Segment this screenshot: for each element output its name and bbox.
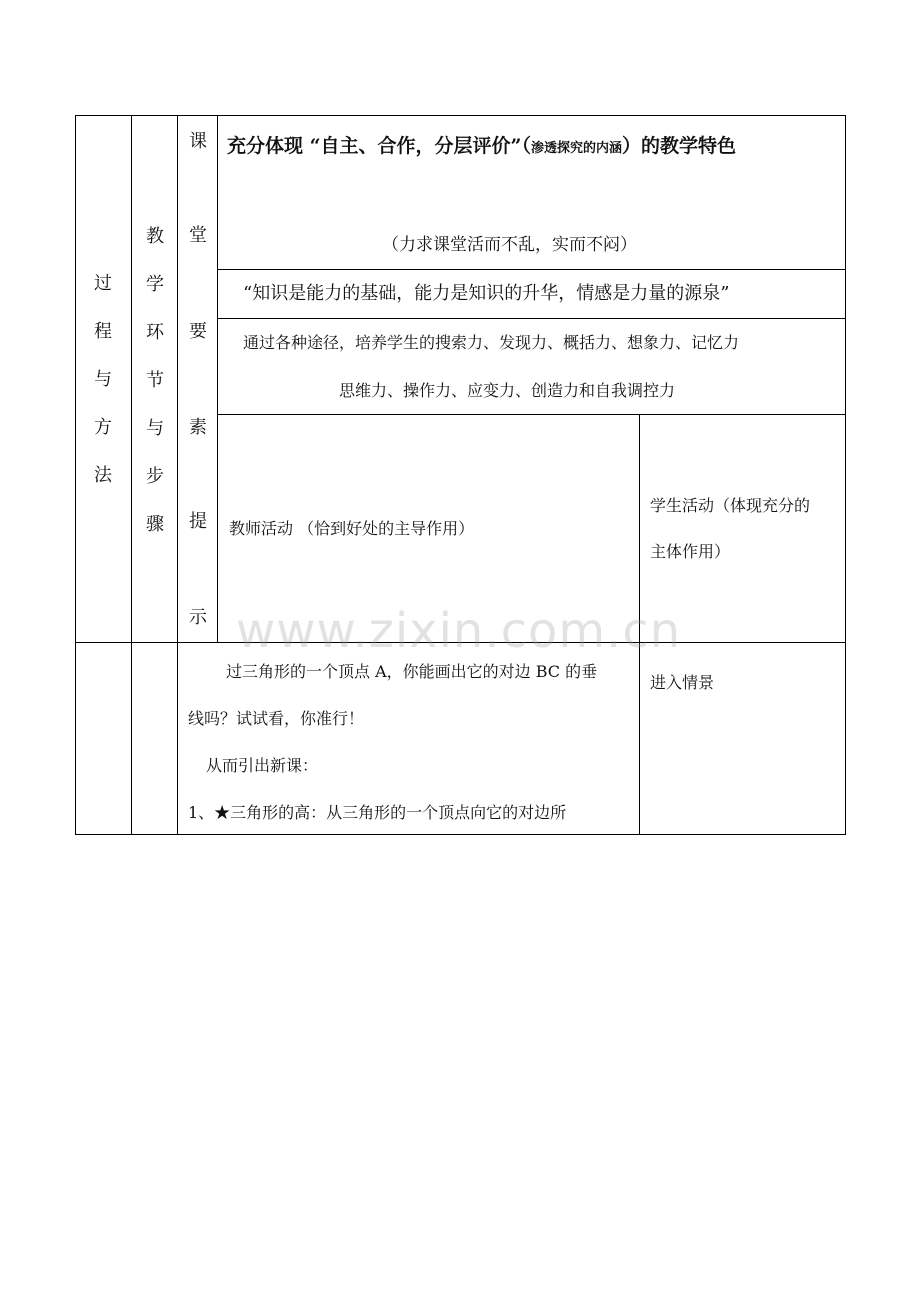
content-para-1-line-1: 过三角形的一个顶点 A，你能画出它的对边 BC 的垂 xyxy=(226,662,598,681)
col-divider xyxy=(217,115,218,643)
teacher-activity-label: 教师活动 （恰到好处的主导作用） xyxy=(229,519,475,538)
abilities-line-1: 通过各种途径，培养学生的搜索力、发现力、概括力、想象力、记忆力 xyxy=(243,333,740,352)
watermark: www.zixin.com.cn xyxy=(236,603,682,659)
row-divider xyxy=(217,414,846,415)
knowledge-quote: “知识是能力的基础，能力是知识的升华，情感是力量的源泉” xyxy=(243,283,730,304)
table-border-left xyxy=(75,115,76,835)
teaching-feature-subtitle: （力求课堂活而不乱，实而不闷） xyxy=(382,235,637,255)
process-method-label: 过 程 与 方 法 xyxy=(94,273,112,486)
abilities-line-2: 思维力、操作力、应变力、创造力和自我调控力 xyxy=(339,381,676,400)
content-para-3: 1、★三角形的高：从三角形的一个顶点向它的对边所 xyxy=(188,803,567,822)
col-divider xyxy=(131,115,132,835)
row-divider xyxy=(217,269,846,270)
table-border-top xyxy=(75,115,846,116)
col-divider xyxy=(177,115,178,835)
student-response: 进入情景 xyxy=(650,673,715,692)
teaching-feature-title: 充分体现 “自主、合作，分层评价”（渗透探究的内涵）的教学特色 xyxy=(227,135,737,157)
student-activity-label-2: 主体作用） xyxy=(650,542,731,561)
table-border-right xyxy=(845,115,846,835)
content-para-2: 从而引出新课： xyxy=(206,756,319,775)
table-border-bottom xyxy=(75,834,846,835)
content-para-1-line-2: 线吗？试试看，你准行！ xyxy=(188,709,365,728)
row-divider xyxy=(217,318,846,319)
teaching-steps-label: 教 学 环 节 与 步 骤 xyxy=(146,226,164,535)
class-elements-label: 课 堂 要 素 提 示 xyxy=(189,131,207,628)
student-activity-label-1: 学生活动（体现充分的 xyxy=(650,496,811,515)
